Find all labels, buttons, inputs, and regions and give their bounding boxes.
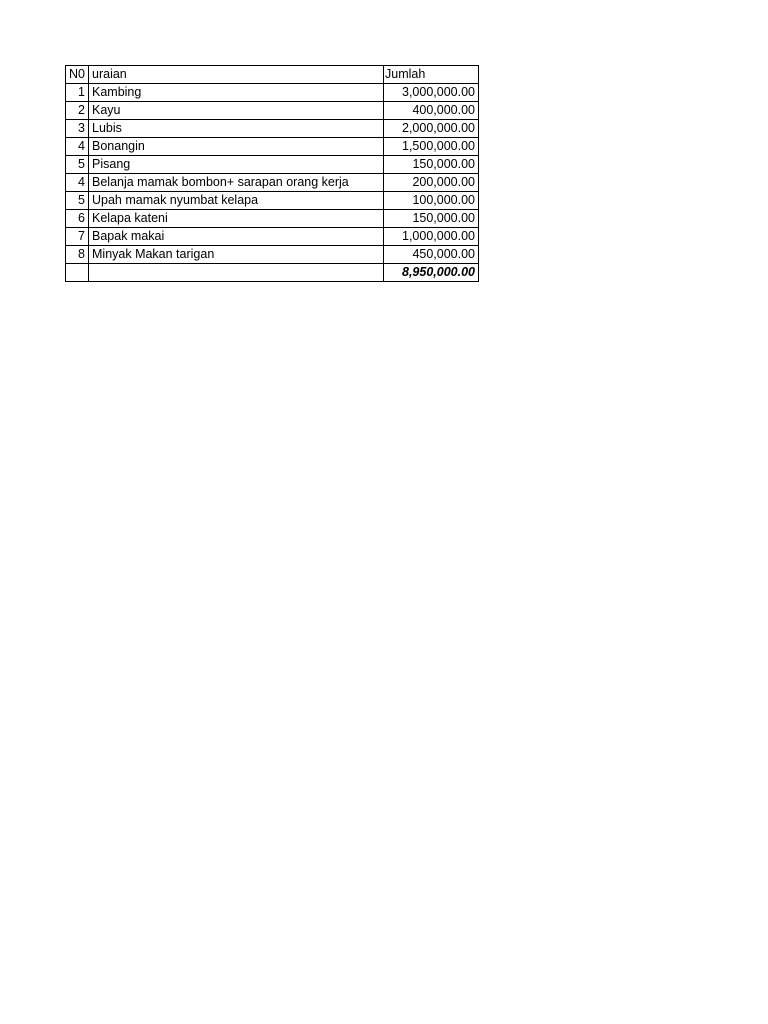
row-no: 4 <box>66 174 89 192</box>
row-no: 7 <box>66 228 89 246</box>
row-amount: 2,000,000.00 <box>384 120 479 138</box>
table-row <box>66 228 479 246</box>
table-row <box>66 84 479 102</box>
row-amount: 1,000,000.00 <box>384 228 479 246</box>
total-amount: 8,950,000.00 <box>384 264 479 282</box>
table-row <box>66 246 479 264</box>
row-description: Bonangin <box>89 138 384 156</box>
row-description: Lubis <box>89 120 384 138</box>
table-row <box>66 120 479 138</box>
row-amount: 200,000.00 <box>384 174 479 192</box>
row-description: Minyak Makan tarigan <box>89 246 384 264</box>
row-amount: 150,000.00 <box>384 156 479 174</box>
expense-table <box>65 65 479 282</box>
header-description: uraian <box>89 66 384 84</box>
row-amount: 400,000.00 <box>384 102 479 120</box>
row-description: Kambing <box>89 84 384 102</box>
row-amount: 450,000.00 <box>384 246 479 264</box>
table-row <box>66 102 479 120</box>
row-amount: 3,000,000.00 <box>384 84 479 102</box>
row-no: 5 <box>66 192 89 210</box>
table-row <box>66 138 479 156</box>
row-no: 2 <box>66 102 89 120</box>
header-no: N0 <box>66 66 89 84</box>
total-row <box>66 264 479 282</box>
row-description: Bapak makai <box>89 228 384 246</box>
row-description: Pisang <box>89 156 384 174</box>
row-no: 8 <box>66 246 89 264</box>
row-no: 6 <box>66 210 89 228</box>
table-row <box>66 174 479 192</box>
row-no: 3 <box>66 120 89 138</box>
row-description: Kelapa kateni <box>89 210 384 228</box>
row-no: 1 <box>66 84 89 102</box>
row-description: Upah mamak nyumbat kelapa <box>89 192 384 210</box>
header-amount: Jumlah <box>384 66 479 84</box>
row-amount: 1,500,000.00 <box>384 138 479 156</box>
row-amount: 150,000.00 <box>384 210 479 228</box>
table-row <box>66 210 479 228</box>
row-no: 5 <box>66 156 89 174</box>
row-amount: 100,000.00 <box>384 192 479 210</box>
table-row <box>66 156 479 174</box>
total-description-cell <box>89 264 384 282</box>
table-row <box>66 192 479 210</box>
row-description: Kayu <box>89 102 384 120</box>
total-no-cell <box>66 264 89 282</box>
header-row <box>66 66 479 84</box>
row-no: 4 <box>66 138 89 156</box>
row-description: Belanja mamak bombon+ sarapan orang kerja <box>89 174 384 192</box>
